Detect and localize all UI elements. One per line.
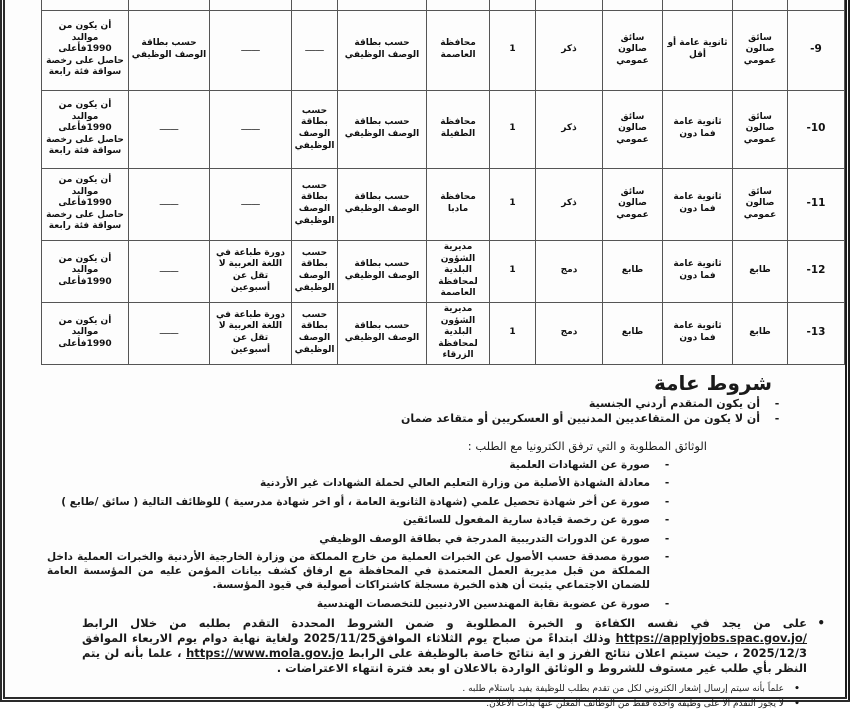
dash-bullet-icon: -	[664, 597, 670, 610]
document-text: صورة عن الدورات التدريبية المدرجة في بطاقة الوصف الوظيفي	[319, 532, 650, 545]
dash-bullet-icon: -	[664, 532, 670, 545]
tasks-cell: حسب بطاقة الوصف الوظيفي	[338, 240, 427, 302]
work-location-cell: محافظة العاصمة	[427, 10, 490, 90]
special-conditions-cell: أن يكون من مواليد 1990فأعلى حاصل على رخصة سواقة فئة رابعة	[42, 90, 129, 168]
condition-text: أن لا يكون من المتقاعديين المدنيين أو العسكريين أو متقاعد ضمان	[400, 411, 760, 425]
empty-cell	[210, 0, 292, 10]
job-row	[42, 90, 845, 168]
training-courses-cell: دورة طباعة في اللغة العربية لا تقل عن أسبوعين	[210, 240, 292, 302]
empty-cell	[427, 0, 490, 10]
work-location-cell: مديرية الشؤون البلدية لمحافظة الزرقاء	[427, 302, 490, 364]
special-conditions-cell: أن يكون من مواليد 1990فأعلى حاصل على رخصة سواقة فئة رابعة	[42, 10, 129, 90]
job-row	[42, 302, 845, 364]
job-title-cell: طابع	[733, 302, 788, 364]
experience-cell: ـــــــ	[129, 302, 210, 364]
empty-cell	[42, 0, 129, 10]
education-level-cell: ثانوية عامة فما دون	[663, 240, 733, 302]
note-item	[47, 682, 802, 697]
documents-intro: الوثائق المطلوبة و التي ترفق الكترونيا مع الطلب :	[467, 438, 707, 453]
special-conditions-cell: أن يكون من مواليد 1990فأعلى	[42, 240, 129, 302]
training-courses-cell: دورة طباعة في اللغة العربية لا تقل عن أسبوعين	[210, 302, 292, 364]
training-courses-cell: ـــــــ	[210, 90, 292, 168]
experience-cell: حسب بطاقة الوصف الوظيفي	[129, 10, 210, 90]
skills-cell: ـــــــ	[292, 10, 338, 90]
apply-jobs-link: https://applyjobs.spac.gov.jo/	[615, 630, 808, 645]
gender-cell: ذكر	[536, 10, 603, 90]
dash-bullet-icon: -	[664, 477, 670, 489]
row-number-cell: -11	[788, 168, 845, 240]
job-title-cell: طابع	[733, 240, 788, 302]
skills-cell: حسب بطاقة الوصف الوظيفي	[292, 302, 338, 364]
gender-cell: دمج	[536, 302, 603, 364]
tasks-cell: حسب بطاقة الوصف الوظيفي	[338, 168, 427, 240]
empty-cell	[733, 0, 788, 10]
empty-cell	[338, 0, 427, 10]
skills-cell: حسب بطاقة الوصف الوظيفي	[292, 240, 338, 302]
apply-text-1: على من يجد في نفسه الكفاءة و الخبرة المطلوبة و ضمن الشروط المحددة التقدم بطلبه من خلال الرابط	[82, 615, 807, 630]
gender-cell: دمج	[536, 240, 603, 302]
position-title-cell: سائق صالون عمومي	[603, 10, 663, 90]
row-number-cell: -9	[788, 10, 845, 90]
skills-cell: حسب بطاقة الوصف الوظيفي	[292, 168, 338, 240]
dash-bullet-icon: -	[664, 495, 670, 508]
work-location-cell: مديرية الشؤون البلدية لمحافظة العاصمة	[427, 240, 490, 302]
job-row	[42, 168, 845, 240]
job-row	[42, 10, 845, 90]
empty-cell	[536, 0, 603, 10]
round-bullet-icon: •	[794, 699, 800, 709]
jobs-table	[41, 0, 845, 365]
skills-cell: حسب بطاقة الوصف الوظيفي	[292, 90, 338, 168]
education-level-cell: ثانوية عامة أو أقل	[663, 10, 733, 90]
document-item	[47, 476, 672, 490]
empty-cell	[490, 0, 536, 10]
empty-cell	[292, 0, 338, 10]
tasks-cell: حسب بطاقة الوصف الوظيفي	[338, 10, 427, 90]
job-title-cell: سائق صالون عمومي	[733, 90, 788, 168]
round-bullet-icon: •	[794, 683, 800, 694]
partial-row	[42, 0, 845, 10]
job-title-cell: سائق صالون عمومي	[733, 168, 788, 240]
education-level-cell: ثانوية عامة فما دون	[663, 302, 733, 364]
empty-cell	[788, 0, 845, 10]
apply-text-3: ، علما بأنه لن يتم النظر بأي طلب غير مستوف للشروط و الوثائق الواردة بالاعلان او بعد فترة انتهاء الاعتراضات .	[82, 645, 807, 675]
document-item	[47, 458, 672, 472]
special-conditions-cell: أن يكون من مواليد 1990فأعلى	[42, 302, 129, 364]
gender-cell: ذكر	[536, 168, 603, 240]
education-level-cell: ثانوية عامة فما دون	[663, 168, 733, 240]
documents-list	[47, 458, 672, 611]
vacancies-count-cell: 1	[490, 10, 536, 90]
row-number-cell: -12	[788, 240, 845, 302]
position-title-cell: سائق صالون عمومي	[603, 90, 663, 168]
round-bullet-icon: •	[817, 615, 825, 630]
condition-text: أن يكون المتقدم أردني الجنسية	[588, 396, 760, 410]
dash-bullet-icon: -	[664, 458, 670, 471]
document-text: صورة عن رخصة قيادة سارية المفعول للسائقين	[402, 514, 650, 526]
application-instructions	[82, 616, 825, 676]
job-row	[42, 240, 845, 302]
application-paragraph	[82, 616, 807, 676]
empty-cell	[663, 0, 733, 10]
document-text: معادلة الشهادة الأصلية من وزارة التعليم العالي لحملة الشهادات غير الأردنية	[260, 477, 650, 489]
announcement-body	[5, 371, 845, 712]
note-text: علماً بأنه سيتم إرسال إشعار الكتروني لكل من تقدم بطلب للوظيفة يفيد باستلام طلبه .	[462, 683, 784, 694]
vacancies-count-cell: 1	[490, 302, 536, 364]
document-item	[47, 550, 672, 592]
training-courses-cell: ـــــــ	[210, 10, 292, 90]
condition-item	[47, 412, 782, 426]
tasks-cell: حسب بطاقة الوصف الوظيفي	[338, 302, 427, 364]
document-item	[47, 513, 672, 527]
position-title-cell: طابع	[603, 302, 663, 364]
empty-cell	[129, 0, 210, 10]
vacancies-count-cell: 1	[490, 240, 536, 302]
experience-cell: ـــــــ	[129, 90, 210, 168]
dash-bullet-icon: -	[664, 551, 670, 563]
mola-link: https://www.mola.gov.jo	[186, 645, 344, 660]
training-courses-cell: ـــــــ	[210, 168, 292, 240]
general-conditions-title: شروط عامة	[654, 370, 772, 395]
experience-cell: ـــــــ	[129, 240, 210, 302]
experience-cell: ـــــــ	[129, 168, 210, 240]
note-text: لا يجوز التقدم الا على وظيفة واحدة فقط من الوظائف المعلن عنها بذات الاعلان.	[486, 699, 784, 709]
tasks-cell: حسب بطاقة الوصف الوظيفي	[338, 90, 427, 168]
vacancies-count-cell: 1	[490, 90, 536, 168]
job-title-cell: سائق صالون عمومي	[733, 10, 788, 90]
dash-bullet-icon: -	[664, 514, 670, 526]
document-item	[47, 597, 672, 611]
document-text: صورة عن عضوية نقابة المهندسين الاردنيين للتخصصات الهندسية	[316, 597, 650, 610]
position-title-cell: طابع	[603, 240, 663, 302]
special-conditions-cell: أن يكون من مواليد 1990فأعلى حاصل على رخصة سواقة فئة رابعة	[42, 168, 129, 240]
gender-cell: ذكر	[536, 90, 603, 168]
document-text: صورة مصدقة حسب الأصول عن الخبرات العملية من خارج المملكة من وزارة الخارجية الأردنية والخبرات العملية داخل المملكة من قبل مديرية العمل المعتمدة في المحافظة مع ارفاق كشف بيانات المؤمن عليه من المؤسسة العامة للضمان الاجتماعي يثبت أن هذه الخبرة مسجلة كاشتراكات أصولية في قيود المؤسسة.	[47, 551, 650, 591]
vacancies-count-cell: 1	[490, 168, 536, 240]
document-item	[47, 495, 672, 509]
general-conditions-list	[47, 397, 782, 426]
work-location-cell: محافظة مادبا	[427, 168, 490, 240]
dash-bullet-icon: -	[774, 411, 780, 425]
dash-bullet-icon: -	[774, 396, 780, 410]
education-level-cell: ثانوية عامة فما دون	[663, 90, 733, 168]
row-number-cell: -10	[788, 90, 845, 168]
document-item	[47, 532, 672, 546]
document-text: صورة عن الشهادات العلمية	[509, 458, 650, 471]
condition-item	[47, 397, 782, 411]
note-item	[47, 697, 802, 712]
work-location-cell: محافظة الطفيلة	[427, 90, 490, 168]
row-number-cell: -13	[788, 302, 845, 364]
apply-text-2: وذلك ابتداءً من صباح يوم الثلاثاء الموافق2025/11/25 ولغاية نهاية دوام يوم الاربعاء الموافق 2025/12/3 ، حيث سيتم اعلان نتائج الفرز و اية نتائج خاصة بالوظيفة على الرابط	[82, 630, 808, 660]
footer-notes	[47, 682, 802, 712]
position-title-cell: سائق صالون عمومي	[603, 168, 663, 240]
document-text: صورة عن أخر شهادة تحصيل علمي (شهادة الثانوية العامة ، أو اخر شهادة مدرسية ) للوظائف التالية ( سائق /طابع )	[61, 495, 650, 508]
empty-cell	[603, 0, 663, 10]
